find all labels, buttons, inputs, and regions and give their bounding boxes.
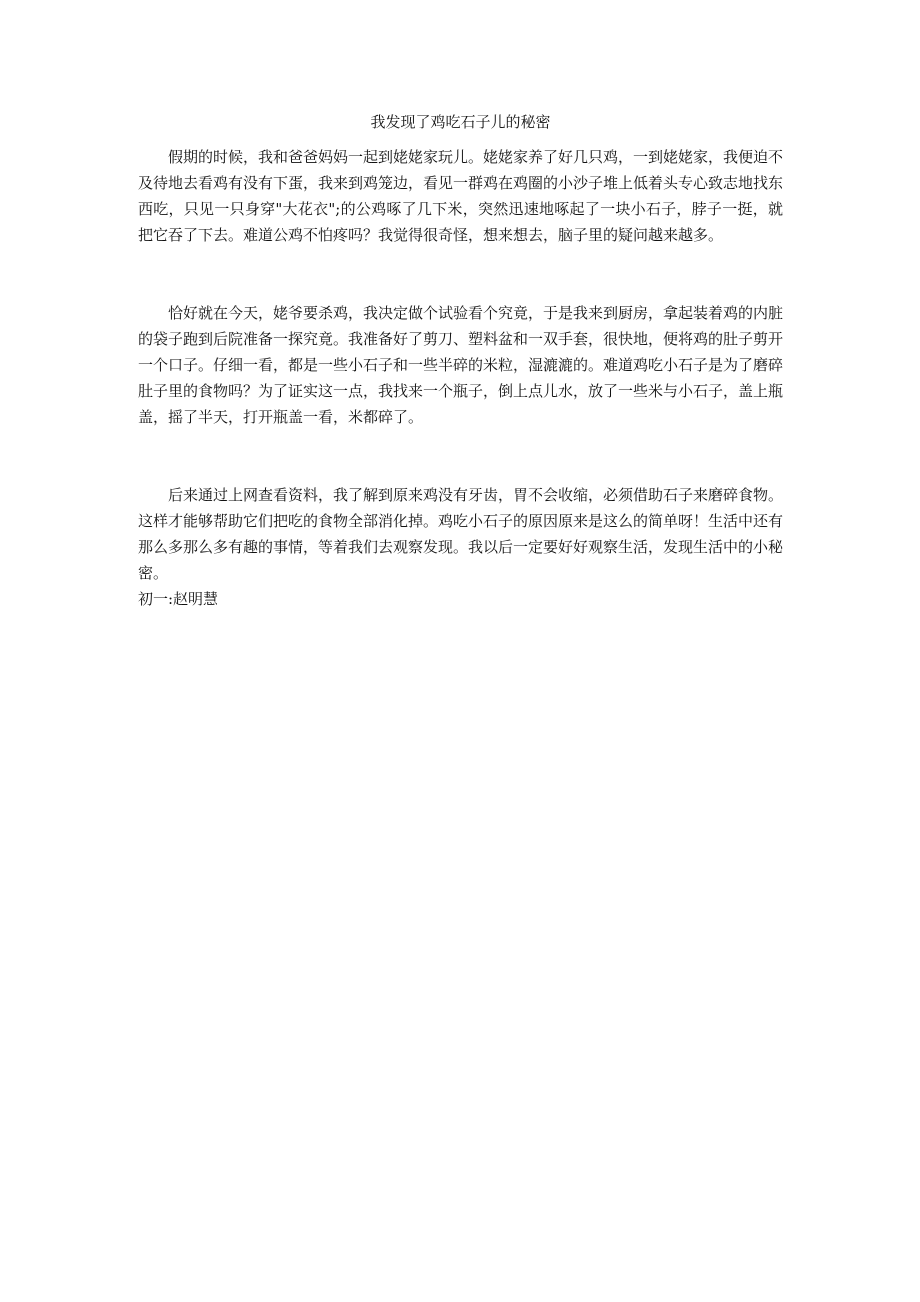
paragraph-spacer xyxy=(138,430,783,482)
author-signature: 初一:赵明慧 xyxy=(138,590,219,608)
paragraph-2: 恰好就在今天，姥爷要杀鸡，我决定做个试验看个究竟，于是我来到厨房，拿起装着鸡的内脏的袋子跑到后院准备一探究竟。我准备好了剪刀、塑料盆和一双手套，很快地，便将鸡的肚子剪开一个口子。仔细一看，都是一些小石子和一些半碎的米粒，湿漉漉的。难道鸡吃小石子是为了磨碎肚子里的食物吗？为了证实这一点，我找来一个瓶子，倒上点儿水，放了一些米与小石子，盖上瓶盖，摇了半天，打开瓶盖一看，米都碎了。 xyxy=(138,304,784,426)
paragraph-spacer xyxy=(138,248,783,300)
document-title: 我发现了鸡吃石子儿的秘密 xyxy=(370,113,551,131)
document-body xyxy=(138,112,783,612)
paragraph-3: 后来通过上网查看资料，我了解到原来鸡没有牙齿，胃不会收缩，必须借助石子来磨碎食物。这样才能够帮助它们把吃的食物全部消化掉。鸡吃小石子的原因原来是这么的简单呀！生活中还有那么多那么多有趣的事情，等着我们去观察发现。我以后一定要好好观察生活，发现生活中的小秘密。 xyxy=(138,486,784,582)
paragraph-1: 假期的时候，我和爸爸妈妈一起到姥姥家玩儿。姥姥家养了好几只鸡，一到姥姥家，我便迫不及待地去看鸡有没有下蛋，我来到鸡笼边，看见一群鸡在鸡圈的小沙子堆上低着头专心致志地找东西吃，只见一只身穿"大花衣";的公鸡啄了几下米，突然迅速地啄起了一块小石子，脖子一挺，就把它吞了下去。难道公鸡不怕疼吗？我觉得很奇怪，想来想去，脑子里的疑问越来越多。 xyxy=(138,148,784,244)
